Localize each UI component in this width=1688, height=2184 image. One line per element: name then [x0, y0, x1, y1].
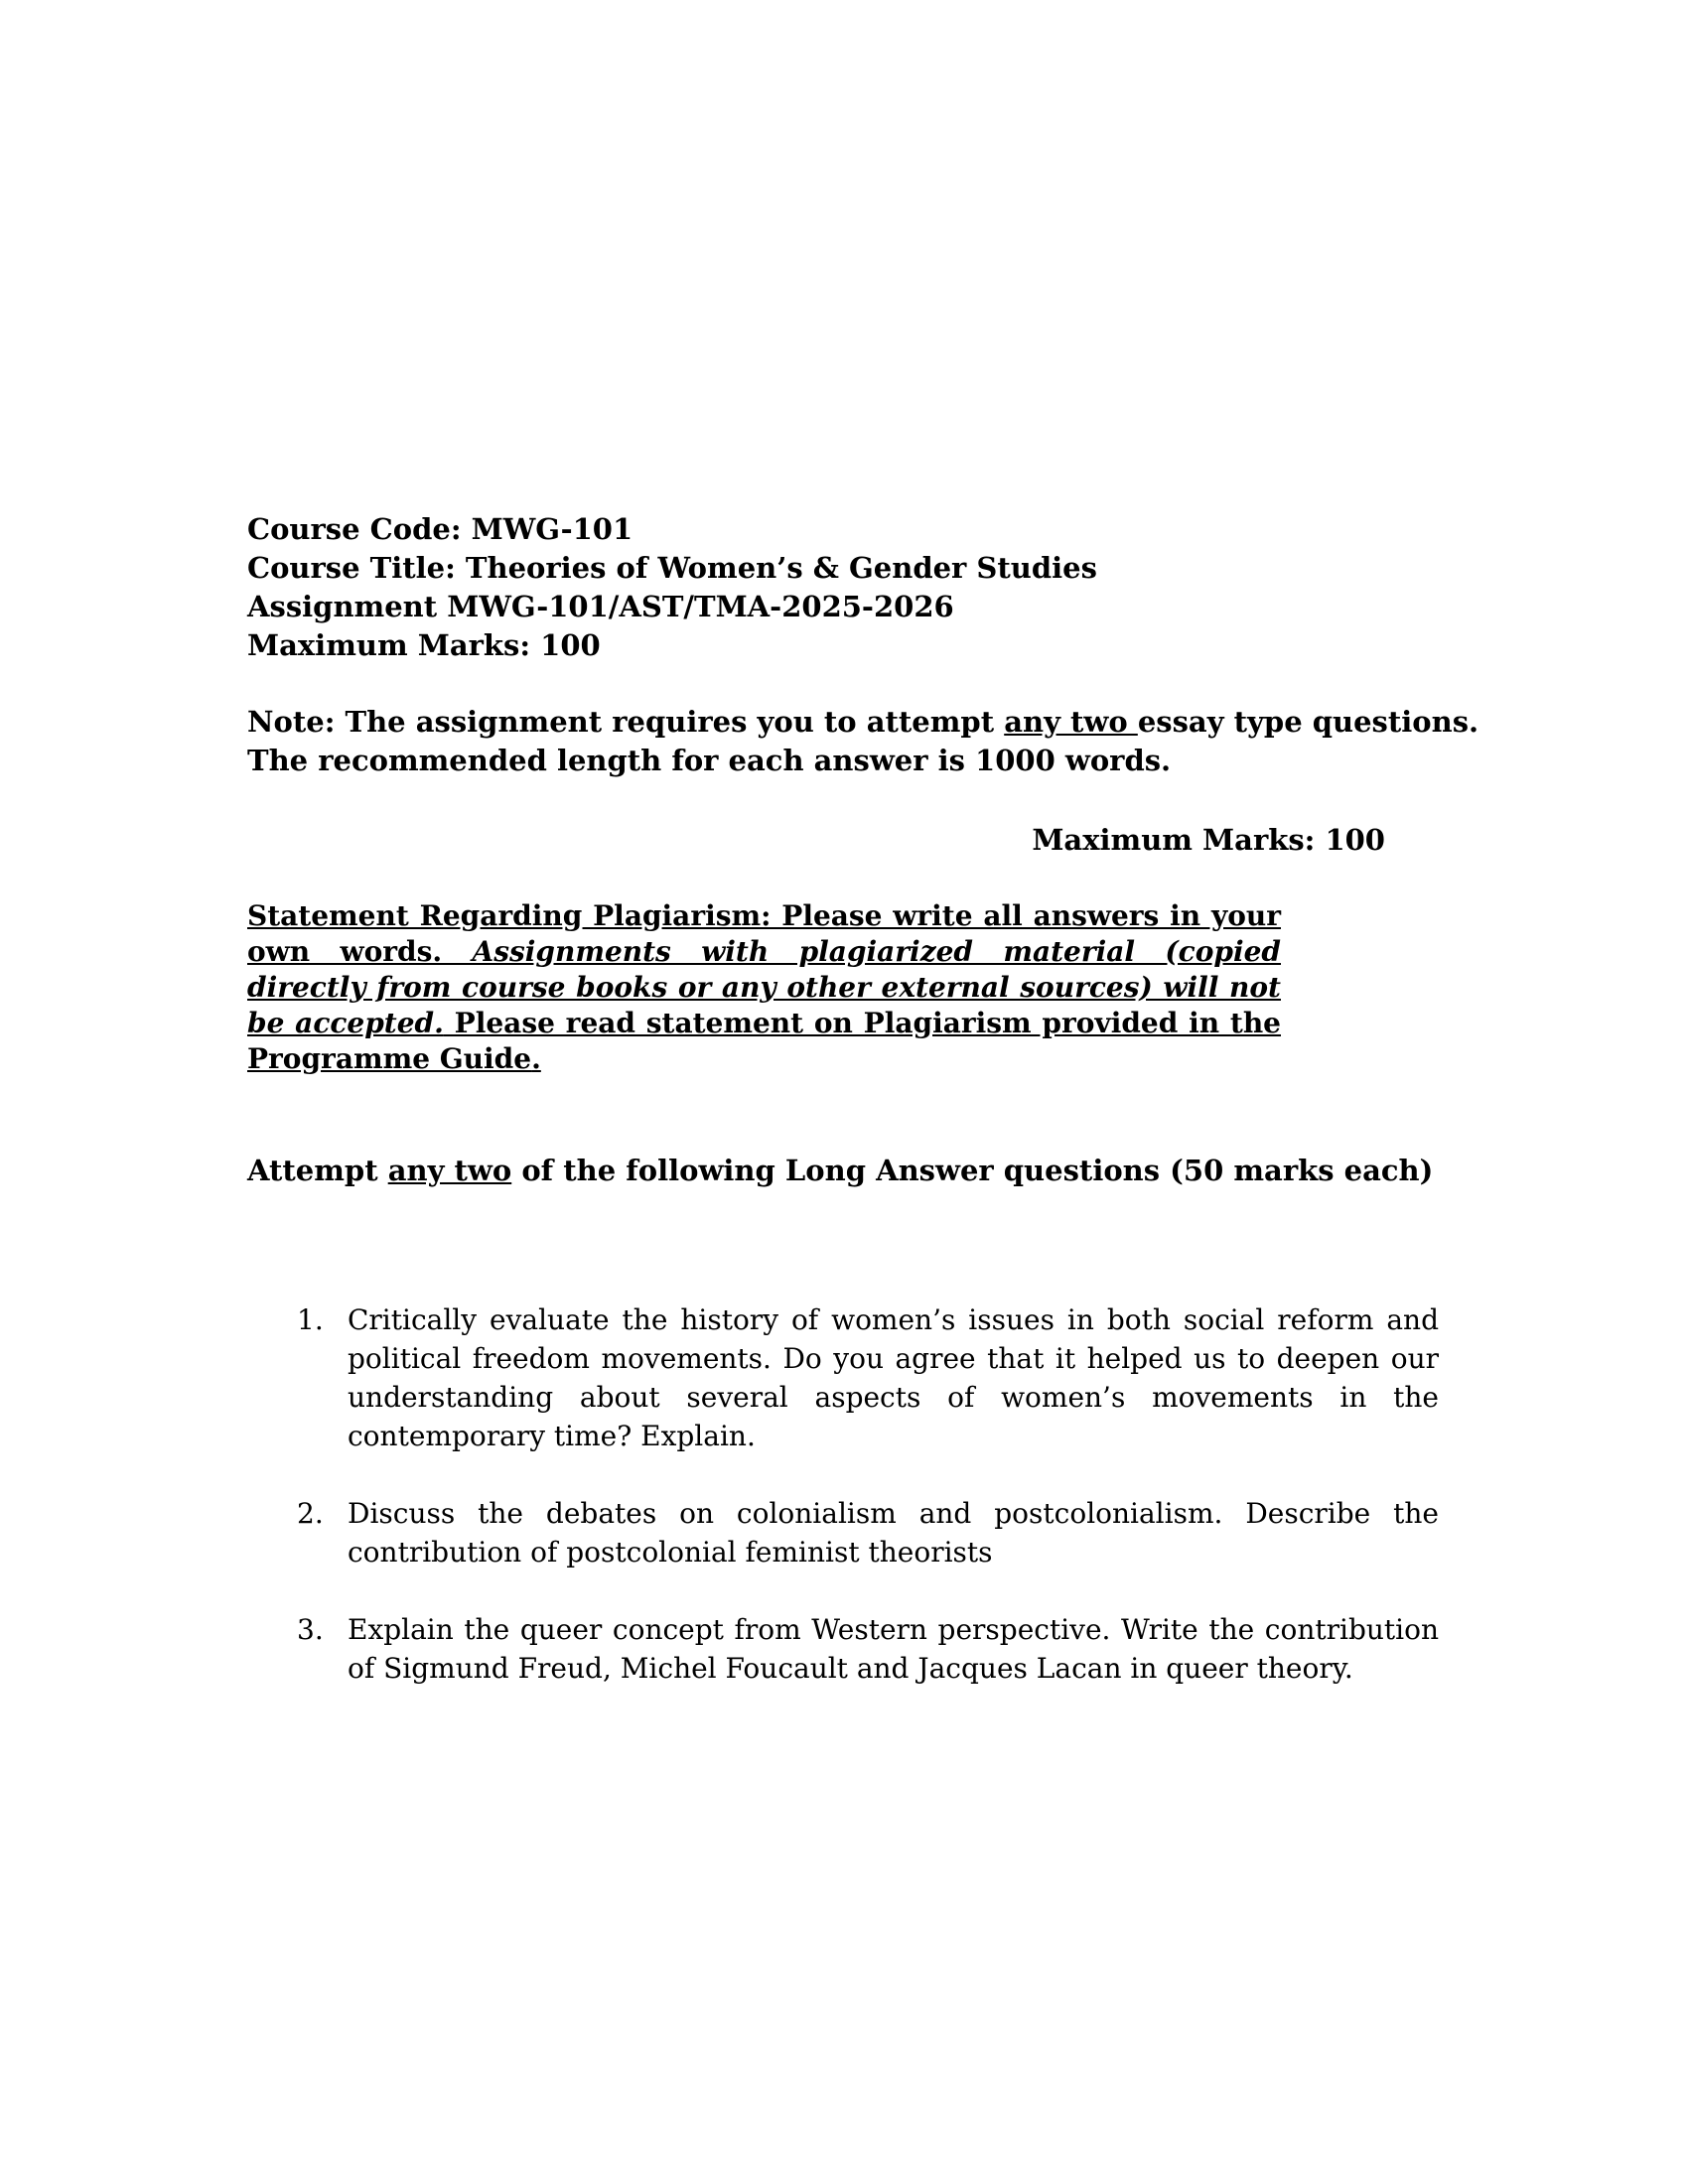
assignment-code: Assignment MWG-101/AST/TMA-2025-2026	[247, 590, 954, 623]
note-text-before: Note: The assignment requires you to attempt	[247, 705, 1005, 739]
attempt-text-before: Attempt	[247, 1154, 388, 1187]
plagiarism-period: .	[531, 1042, 541, 1075]
plagiarism-warning: Assignments with plagiarized material (copied directly from course books or any other external sources) will not be accepted.	[247, 935, 1281, 1039]
attempt-text-after: of the following Long Answer questions (50 marks each)	[511, 1154, 1434, 1187]
attempt-instruction	[247, 1152, 1433, 1190]
maximum-marks-right: Maximum Marks: 100	[1032, 823, 1385, 857]
plagiarism-statement	[247, 898, 1281, 1077]
question-item	[247, 1300, 1439, 1455]
question-number: 1.	[297, 1303, 324, 1336]
note-any-two-emphasis: any two	[1004, 705, 1138, 739]
assignment-header	[247, 510, 1097, 665]
question-text: Critically evaluate the history of women’s issues in both social reform and political freedom movements. Do you agree that it helped us to deepen our understanding about several aspects of women’s movements in the contemporary time? Explain.	[348, 1303, 1439, 1452]
note-line-2: The recommended length for each answer is 1000 words.	[247, 744, 1172, 777]
question-number: 3.	[297, 1613, 324, 1646]
question-text: Explain the queer concept from Western perspective. Write the contribution of Sigmund Freud, Michel Foucault and Jacques Lacan in queer theory.	[348, 1613, 1439, 1685]
plagiarism-intro: Statement Regarding Plagiarism: Please write all answers in your own words.	[247, 899, 1281, 968]
course-code: Course Code: MWG-101	[247, 512, 633, 546]
question-list	[247, 1300, 1439, 1726]
assignment-note	[247, 703, 1479, 780]
course-title: Course Title: Theories of Women’s & Gender Studies	[247, 551, 1097, 585]
question-item	[247, 1610, 1439, 1688]
note-text-after: essay type questions.	[1137, 705, 1479, 739]
question-text: Discuss the debates on colonialism and postcolonialism. Describe the contribution of postcolonial feminist theorists	[348, 1497, 1439, 1569]
plagiarism-guide-reference: Please read statement on Plagiarism provided in the Programme Guide	[247, 1007, 1281, 1075]
maximum-marks: Maximum Marks: 100	[247, 628, 601, 662]
question-number: 2.	[297, 1497, 324, 1530]
attempt-any-two-emphasis: any two	[387, 1154, 512, 1187]
question-item	[247, 1494, 1439, 1571]
note-line-1	[247, 703, 1479, 742]
